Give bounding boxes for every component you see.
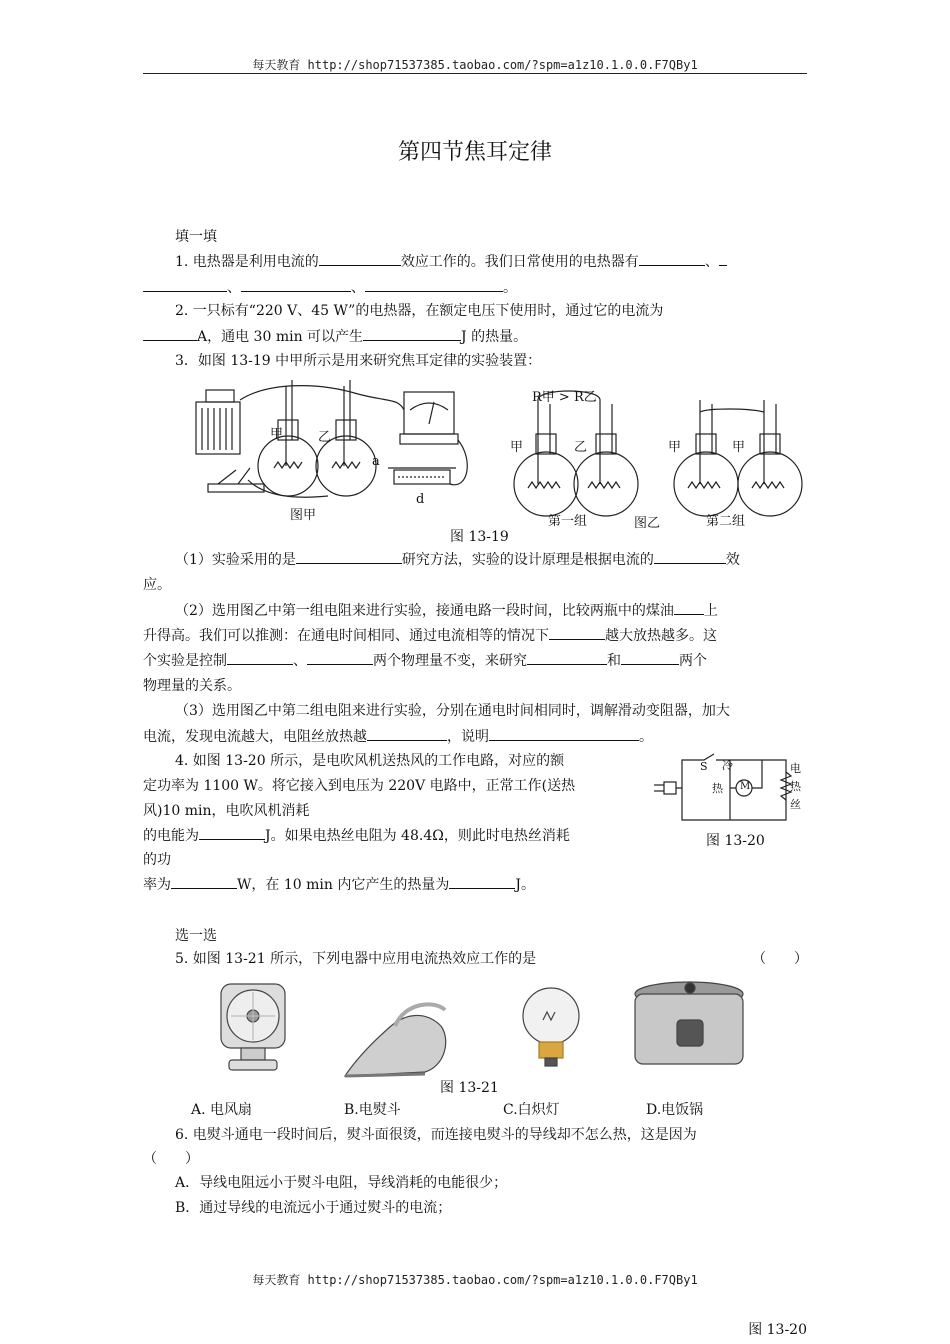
ammeter-illustration <box>400 392 458 444</box>
q3-1-blank-1[interactable] <box>296 549 402 564</box>
fig-label-tujia: 图甲 <box>290 508 317 523</box>
rheostat-illustration <box>388 468 456 484</box>
q1-blank-3b[interactable] <box>143 277 227 292</box>
fig-label-jia-4: 甲 <box>732 440 746 455</box>
section-fill: 填一填 <box>175 229 217 245</box>
q6-option-a[interactable]: A．导线电阻远小于熨斗电阻，导线消耗的电能很少； <box>175 1175 508 1191</box>
figure-13-21 <box>215 980 755 1080</box>
q6-answer-paren[interactable]: （ ） <box>143 1151 199 1167</box>
fig20-wire-3: 丝 <box>790 798 801 811</box>
fig-label-yi-2: 乙 <box>574 440 588 455</box>
q2-blank-1[interactable] <box>143 326 197 341</box>
q4-line4: 的电能为 J。如果电热丝电阻为 48.4Ω，则此时电热丝消耗 <box>143 825 643 847</box>
fig-label-yi-1: 乙 <box>318 430 332 445</box>
q1-line1: 1. 电热器是利用电流的 效应工作的。我们日常使用的电热器有 、 <box>143 251 839 273</box>
q3-2-line1: （2）选用图乙中第一组电阻来进行实验，接通电路一段时间，比较两瓶中的煤油 上 <box>143 600 839 622</box>
q2-line2: A，通电 30 min 可以产生 J 的热量。 <box>143 326 807 348</box>
section-choose: 选一选 <box>175 928 217 944</box>
rice-cooker-illustration <box>635 982 743 1064</box>
q2-blank-2[interactable] <box>363 326 461 341</box>
q3-intro: 3．如图 13-19 中甲所示是用来研究焦耳定律的实验装置： <box>175 353 542 369</box>
q5-stem: 5. 如图 13-21 所示，下列电器中应用电流热效应工作的是 <box>175 951 537 967</box>
fig-label-jia-3: 甲 <box>668 440 682 455</box>
q1-blank-1[interactable] <box>319 251 401 266</box>
q2-line1: 2. 一只标有“220 V、45 W”的电热器，在额定电压下使用时，通过它的电流为 <box>175 303 664 319</box>
fig-label-a: a <box>372 454 380 469</box>
header-rule <box>143 73 807 74</box>
page-title: 第四节焦耳定律 <box>397 140 552 165</box>
battery-box-illustration <box>196 390 240 454</box>
switch-illustration <box>208 468 264 492</box>
incandescent-bulb-illustration <box>523 988 579 1066</box>
fig-label-jia-1: 甲 <box>270 427 284 442</box>
fig-13-21-caption: 图 13-21 <box>440 1080 499 1096</box>
q1-blank-4[interactable] <box>241 277 351 292</box>
q1-blank-3a[interactable] <box>719 251 727 266</box>
fig-13-20-caption: 图 13-20 <box>706 833 765 849</box>
page-footer: 每天教育 http://shop71537385.taobao.com/?spm=a1z10.1.0.0.F7QBy1 <box>252 1273 698 1287</box>
q3-1-line2: 应。 <box>143 577 171 593</box>
fig20-cold: 冷 <box>722 759 733 772</box>
fig20-s: S <box>700 760 708 773</box>
fig-label-r-compare: R甲 > R乙 <box>532 390 597 405</box>
q3-2-blank-2[interactable] <box>549 625 605 640</box>
q5-option-b[interactable]: B.电熨斗 <box>344 1102 401 1118</box>
electric-iron-illustration <box>345 1004 446 1076</box>
q6-stem: 6. 电熨斗通电一段时间后，熨斗面很烫，而连接电熨斗的导线却不怎么热，这是因为 <box>175 1127 697 1143</box>
fig-label-group1: 第一组 <box>548 514 588 529</box>
q5-answer-paren[interactable]: （ ） <box>752 951 808 967</box>
electric-fan-illustration <box>221 984 285 1070</box>
fig-label-d: d <box>416 492 425 507</box>
q3-3-line1: （3）选用图乙中第二组电阻来进行实验，分别在通电时间相同时，调解滑动变阻器，加大 <box>175 703 730 719</box>
corner-figure-label: 图 13-20 <box>748 1322 807 1338</box>
q4-line5: 的功 <box>143 852 171 868</box>
fig20-hot: 热 <box>712 782 723 795</box>
q3-2-line3: 个实验是控制 、 两个物理量不变，来研究 和 两个 <box>143 650 807 672</box>
q1-line2: 、 、 。 <box>143 277 807 299</box>
q4-blank-1[interactable] <box>199 825 265 840</box>
group2-flasks <box>674 400 802 516</box>
q3-1-blank-2[interactable] <box>654 549 726 564</box>
q3-2-blank-5[interactable] <box>527 650 607 665</box>
q5-option-a[interactable]: A. 电风扇 <box>191 1102 253 1118</box>
q5-option-d[interactable]: D.电饭锅 <box>646 1102 704 1118</box>
q4-line6: 率为 W，在 10 min 内它产生的热量为 J。 <box>143 874 807 896</box>
q3-2-line2: 升得高。我们可以推测：在通电时间相同、通过电流相等的情况下 越大放热越多。这 <box>143 625 807 647</box>
page-header: 每天教育 http://shop71537385.taobao.com/?spm=a1z10.1.0.0.F7QBy1 <box>252 58 698 72</box>
q4-line2: 定功率为 1100 W。将它接入到电压为 220V 电路中，正常工作(送热 <box>143 778 576 794</box>
q5-option-c[interactable]: C.白炽灯 <box>503 1102 560 1118</box>
q3-1-line1: （1）实验采用的是 研究方法，实验的设计原理是根据电流的 效 <box>143 549 839 571</box>
q3-3-blank-1[interactable] <box>367 726 447 741</box>
fig-label-jia-2: 甲 <box>510 440 524 455</box>
q3-2-blank-3[interactable] <box>227 650 293 665</box>
q4-line3: 风)10 min，电吹风机消耗 <box>143 803 310 819</box>
q3-3-blank-2[interactable] <box>489 726 639 741</box>
q4-blank-2[interactable] <box>171 874 237 889</box>
figure-13-19 <box>188 380 808 526</box>
q3-2-blank-6[interactable] <box>621 650 679 665</box>
q1-blank-2[interactable] <box>639 251 705 266</box>
fig20-wire-2: 热 <box>790 780 801 793</box>
fig20-motor: M <box>740 781 751 792</box>
q6-option-b[interactable]: B．通过导线的电流远小于通过熨斗的电流； <box>175 1200 452 1216</box>
fig-label-group2: 第二组 <box>706 514 746 529</box>
q4-blank-3[interactable] <box>449 874 515 889</box>
q4-line1: 4. 如图 13-20 所示，是电吹风机送热风的工作电路，对应的额 <box>175 753 565 769</box>
q3-3-line2: 电流，发现电流越大，电阻丝放热越 ，说明 。 <box>143 726 807 748</box>
q1-blank-5[interactable] <box>365 277 503 292</box>
fig-13-19-caption: 图 13-19 <box>450 529 509 545</box>
q3-2-line4: 物理量的关系。 <box>143 678 241 694</box>
plug-icon <box>654 782 676 794</box>
q3-2-blank-1[interactable] <box>674 600 704 615</box>
fig20-wire-1: 电 <box>790 762 801 775</box>
fig-label-tuyi: 图乙 <box>634 516 661 531</box>
q3-2-blank-4[interactable] <box>307 650 373 665</box>
flask-jia-left <box>258 380 318 496</box>
